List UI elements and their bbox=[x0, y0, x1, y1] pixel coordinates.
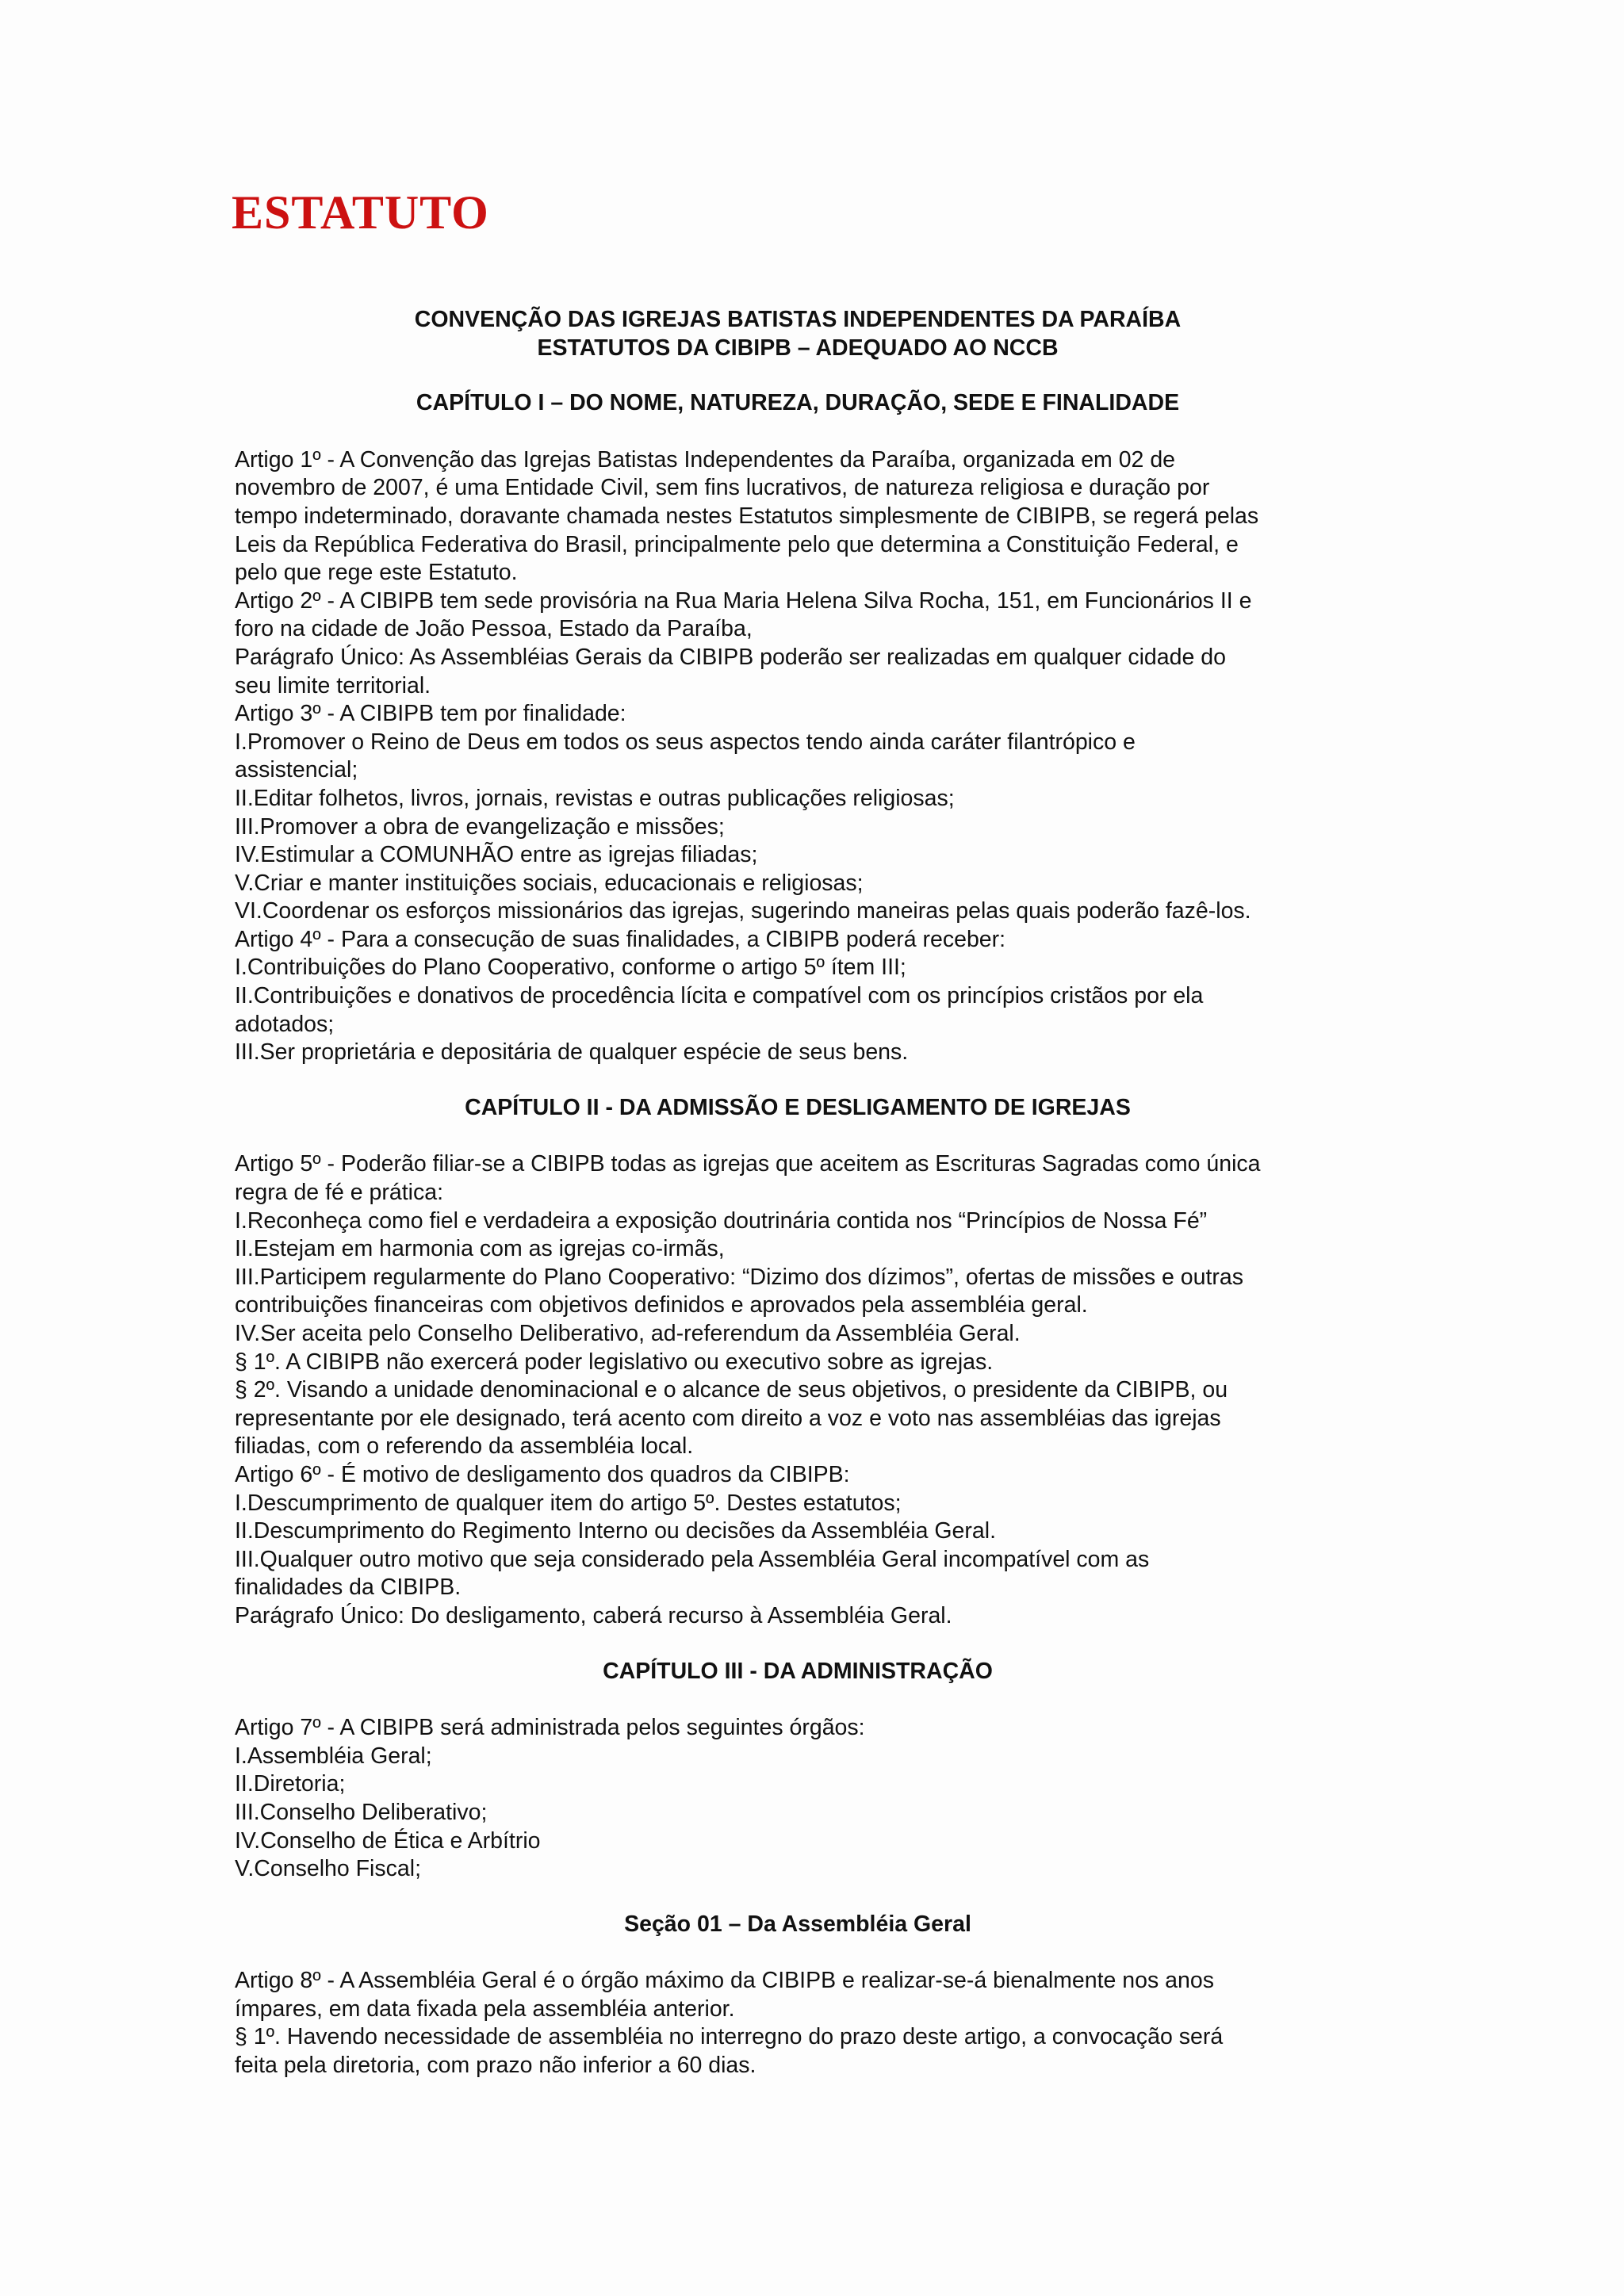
text-line: adotados; bbox=[235, 1011, 335, 1037]
text-line: § 1º. Havendo necessidade de assembléia no interregno do prazo deste artigo, a convocação será bbox=[235, 2024, 1224, 2050]
document-body bbox=[235, 306, 1361, 2080]
text-line: IV.Estimular a COMUNHÃO entre as igrejas filiadas; bbox=[235, 842, 758, 868]
text-line: V.Conselho Fiscal; bbox=[235, 1856, 421, 1882]
text-line: III.Participem regularmente do Plano Cooperativo: “Dizimo dos dízimos”, ofertas de missões e outras bbox=[235, 1264, 1243, 1290]
section-1-body bbox=[235, 1967, 1361, 2080]
chapter-3-body bbox=[235, 1714, 1361, 1884]
statute-heading: ESTATUTOS DA CIBIPB – ADEQUADO AO NCCB bbox=[537, 335, 1059, 361]
text-line: III.Ser proprietária e depositária de qualquer espécie de seus bens. bbox=[235, 1039, 909, 1066]
text-line: I.Contribuições do Plano Cooperativo, conforme o artigo 5º ítem III; bbox=[235, 955, 906, 981]
section-1-heading: Seção 01 – Da Assembléia Geral bbox=[624, 1911, 971, 1937]
text-line: II.Contribuições e donativos de procedência lícita e compatível com os princípios cristãos por ela bbox=[235, 983, 1204, 1009]
text-line: novembro de 2007, é uma Entidade Civil, sem fins lucrativos, de natureza religiosa e duração por bbox=[235, 475, 1210, 501]
chapter-1-heading: CAPÍTULO I – DO NOME, NATUREZA, DURAÇÃO, SEDE E FINALIDADE bbox=[416, 390, 1180, 416]
chapter-1-body bbox=[235, 446, 1361, 1067]
text-line: VI.Coordenar os esforços missionários das igrejas, sugerindo maneiras pelas quais poderão fazê-los. bbox=[235, 898, 1251, 924]
text-line: seu limite territorial. bbox=[235, 672, 431, 698]
text-line: Artigo 5º - Poderão filiar-se a CIBIPB todas as igrejas que aceitem as Escrituras Sagradas como única bbox=[235, 1151, 1261, 1177]
text-line: Leis da República Federativa do Brasil, principalmente pelo que determina a Constituição Federal, e bbox=[235, 531, 1239, 557]
text-line: § 2º. Visando a unidade denominacional e o alcance de seus objetivos, o presidente da CIBIPB, ou bbox=[235, 1377, 1228, 1403]
text-line: Artigo 7º - A CIBIPB será administrada pelos seguintes órgãos: bbox=[235, 1715, 865, 1741]
chapter-2-heading: CAPÍTULO II - DA ADMISSÃO E DESLIGAMENTO DE IGREJAS bbox=[465, 1094, 1131, 1120]
text-line: Artigo 1º - A Convenção das Igrejas Batistas Independentes da Paraíba, organizada em 02 de bbox=[235, 446, 1176, 473]
text-line: representante por ele designado, terá acento com direito a voz e voto nas assembléias das igrejas bbox=[235, 1405, 1221, 1431]
text-line: Parágrafo Único: As Assembléias Gerais da CIBIPB poderão ser realizadas em qualquer cidade do bbox=[235, 644, 1226, 670]
text-line: III.Qualquer outro motivo que seja considerado pela Assembléia Geral incompatível com as bbox=[235, 1546, 1150, 1572]
chapter-3-heading: CAPÍTULO III - DA ADMINISTRAÇÃO bbox=[603, 1658, 993, 1684]
chapter-2-body bbox=[235, 1150, 1361, 1630]
text-line: V.Criar e manter instituições sociais, educacionais e religiosas; bbox=[235, 870, 864, 896]
text-line: II.Estejam em harmonia com as igrejas co-irmãs, bbox=[235, 1236, 725, 1262]
text-line: assistencial; bbox=[235, 757, 358, 783]
text-line: pelo que rege este Estatuto. bbox=[235, 560, 518, 586]
text-line: III.Promover a obra de evangelização e missões; bbox=[235, 813, 725, 840]
text-line: I.Descumprimento de qualquer item do artigo 5º. Destes estatutos; bbox=[235, 1490, 902, 1516]
text-line: feita pela diretoria, com prazo não inferior a 60 dias. bbox=[235, 2053, 756, 2079]
text-line: foro na cidade de João Pessoa, Estado da Paraíba, bbox=[235, 616, 753, 642]
text-line: Artigo 3º - A CIBIPB tem por finalidade: bbox=[235, 701, 626, 727]
text-line: II.Diretoria; bbox=[235, 1771, 346, 1797]
text-line: § 1º. A CIBIPB não exercerá poder legislativo ou executivo sobre as igrejas. bbox=[235, 1349, 994, 1375]
document-title: ESTATUTO bbox=[232, 186, 489, 239]
text-line: Artigo 6º - É motivo de desligamento dos quadros da CIBIPB: bbox=[235, 1461, 850, 1487]
convention-heading: CONVENÇÃO DAS IGREJAS BATISTAS INDEPENDENTES DA PARAÍBA bbox=[414, 307, 1182, 332]
text-line: finalidades da CIBIPB. bbox=[235, 1575, 462, 1601]
text-line: Artigo 4º - Para a consecução de suas finalidades, a CIBIPB poderá receber: bbox=[235, 926, 1006, 952]
text-line: Artigo 8º - A Assembléia Geral é o órgão máximo da CIBIPB e realizar-se-á bienalmente nos anos bbox=[235, 1968, 1214, 1994]
text-line: II.Descumprimento do Regimento Interno ou decisões da Assembléia Geral. bbox=[235, 1518, 996, 1544]
text-line: I.Reconheça como fiel e verdadeira a exposição doutrinária contida nos “Princípios de Nossa Fé” bbox=[235, 1207, 1208, 1234]
text-line: regra de fé e prática: bbox=[235, 1180, 443, 1206]
text-line: III.Conselho Deliberativo; bbox=[235, 1799, 488, 1825]
text-line: filiadas, com o referendo da assembléia local. bbox=[235, 1433, 694, 1460]
text-line: tempo indeterminado, doravante chamada nestes Estatutos simplesmente de CIBIPB, se regerá pelas bbox=[235, 503, 1259, 529]
text-line: I.Assembléia Geral; bbox=[235, 1743, 432, 1769]
text-line: IV.Ser aceita pelo Conselho Deliberativo, ad-referendum da Assembléia Geral. bbox=[235, 1321, 1021, 1346]
text-line: I.Promover o Reino de Deus em todos os seus aspectos tendo ainda caráter filantrópico e bbox=[235, 729, 1136, 755]
text-line: IV.Conselho de Ética e Arbítrio bbox=[235, 1827, 541, 1854]
text-line: II.Editar folhetos, livros, jornais, revistas e outras publicações religiosas; bbox=[235, 785, 955, 811]
text-line: contribuições financeiras com objetivos definidos e aprovados pela assembléia geral. bbox=[235, 1292, 1088, 1318]
text-line: ímpares, em data fixada pela assembléia anterior. bbox=[235, 1996, 735, 2022]
text-line: Parágrafo Único: Do desligamento, caberá recurso à Assembléia Geral. bbox=[235, 1602, 952, 1628]
text-line: Artigo 2º - A CIBIPB tem sede provisória na Rua Maria Helena Silva Rocha, 151, em Funcionários II e bbox=[235, 587, 1252, 614]
